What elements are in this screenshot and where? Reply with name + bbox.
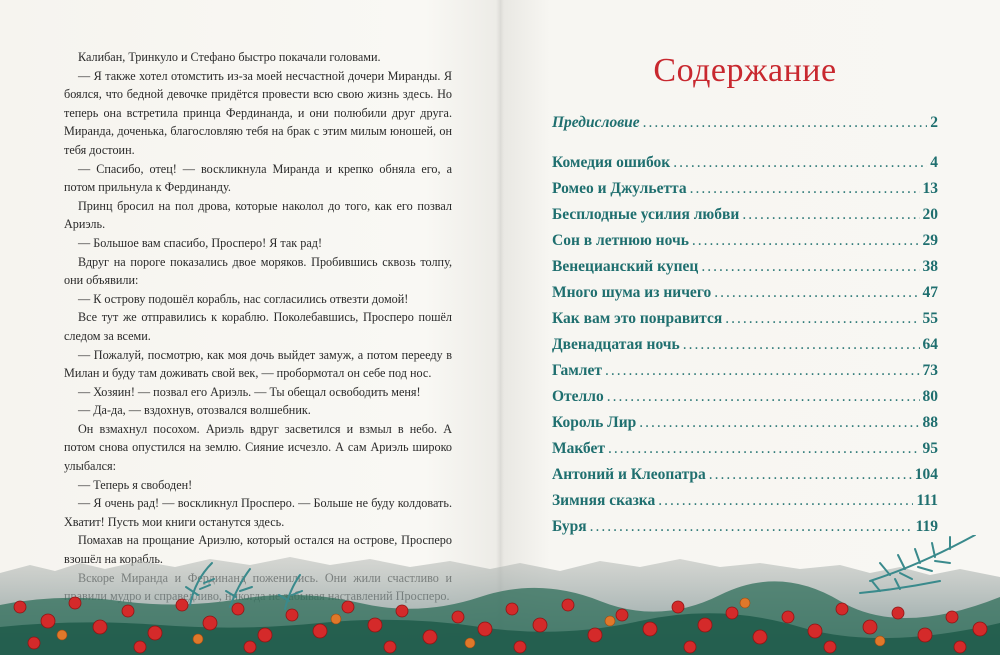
toc-entry-label: Антоний и Клеопатра [552, 466, 706, 483]
toc-entry-preface[interactable] [552, 114, 938, 140]
toc-entry-page: 20 [922, 206, 938, 223]
toc-entry-page: 4 [930, 154, 938, 171]
toc-leader-dots [639, 414, 919, 432]
toc-entry-label: Сон в летнюю ночь [552, 232, 689, 249]
toc-entry[interactable] [552, 310, 938, 336]
rose-garden-illustration [0, 535, 1000, 655]
toc-entry-label: Венецианский купец [552, 258, 699, 275]
toc-entry[interactable] [552, 154, 938, 180]
toc-entry-label: Двенадцатая ночь [552, 336, 680, 353]
toc-entry[interactable] [552, 232, 938, 258]
story-paragraph: Вдруг на пороге показались двое моряков. Пробившись сквозь толпу, они объявили: [64, 254, 452, 288]
story-paragraph: Калибан, Тринкуло и Стефано быстро покачали головами. [78, 50, 381, 64]
toc-entry-label: Комедия ошибок [552, 154, 671, 171]
toc-entry[interactable] [552, 284, 938, 310]
toc-leader-dots [690, 180, 920, 198]
toc-entry-label: Зимняя сказка [552, 492, 656, 509]
toc-entry-page: 55 [922, 310, 938, 327]
toc-entry-page: 119 [915, 518, 938, 535]
toc-entry-page: 88 [922, 414, 938, 431]
toc-leader-dots [608, 440, 920, 458]
toc-entry-page: 29 [922, 232, 938, 249]
story-paragraph: — Большое вам спасибо, Просперо! Я так рад! [78, 235, 323, 250]
story-paragraph: — К острову подошёл корабль, нас согласились отвезти домой! [78, 291, 409, 306]
story-paragraph: Помахав на прощание Ариэлю, который остался на острове, Просперо взошёл на корабль. [64, 533, 452, 567]
story-paragraph: — Пожалуй, посмотрю, как моя дочь выйдет замуж, а потом перееду в Милан и буду там доживать свой век, — пробормотал он себе под нос. [64, 347, 452, 381]
story-paragraph: — Я очень рад! — воскликнул Просперо. — Больше не буду колдовать. Хватит! Пусть мои книги останутся здесь. [64, 496, 452, 529]
toc-leader-dots [605, 362, 920, 380]
toc-entry[interactable] [552, 466, 938, 492]
toc-leader-dots [683, 336, 920, 354]
story-paragraph: — Спасибо, отец! — воскликнула Миранда и крепко обняла его, а потом прильнула к Фердинанду. [64, 161, 452, 195]
toc-entry-label: Макбет [552, 440, 605, 457]
toc-title: Содержание [653, 52, 837, 89]
toc-entry[interactable] [552, 258, 938, 284]
toc-leader-dots [701, 258, 919, 276]
toc-entry-label: Буря [552, 518, 587, 535]
story-paragraph: Он взмахнул посохом. Ариэль вдруг засветился и взмыл в небо. А потом снова опустился на землю. Сияние исчезло. А сам Ариэль широко улыбался: [64, 421, 452, 474]
toc-entry[interactable] [552, 336, 938, 362]
toc-entry[interactable] [552, 362, 938, 388]
toc-entry-label: Предисловие [552, 114, 640, 131]
toc-entry-page: 111 [916, 492, 938, 509]
toc-entry-label: Ромео и Джульетта [552, 180, 687, 197]
toc-entry-label: Гамлет [552, 362, 602, 379]
toc-leader-dots [590, 518, 913, 536]
toc-entry-page: 80 [922, 388, 938, 405]
toc-leader-dots [692, 232, 920, 250]
story-paragraph: Все тут же отправились к кораблю. Поколебавшись, Просперо пошёл следом за всеми. [64, 310, 452, 343]
toc-entry-page: 13 [922, 180, 938, 197]
toc-leader-dots [725, 310, 919, 328]
toc-entry-label: Отелло [552, 388, 604, 405]
toc-leader-dots [742, 206, 919, 224]
toc-leader-dots [714, 284, 919, 302]
toc-entry[interactable] [552, 206, 938, 232]
toc-entry-page: 47 [922, 284, 938, 301]
story-paragraph: — Хозяин! — позвал его Ариэль. — Ты обещал освободить меня! [78, 384, 421, 399]
story-paragraph: — Я также хотел отомстить из-за моей несчастной дочери Миранды. Я боялся, что бедной девочке придётся провести всю свою жизнь здесь. Но теперь она встретила принца Фердинанда, и они полюбили друг друга. Миранда, доченька, благословляю тебя на брак с этим милым юношей, он тебя достоин. [64, 68, 452, 157]
toc-entry-page: 2 [930, 114, 938, 131]
toc-entry-label: Много шума из ничего [552, 284, 712, 301]
toc-leader-dots [709, 466, 912, 484]
toc-entry-label: Король Лир [552, 414, 637, 431]
toc-entry[interactable] [552, 492, 938, 518]
toc-entry[interactable] [552, 388, 938, 414]
toc-leader-dots [643, 114, 928, 132]
story-paragraph: — Теперь я свободен! [78, 477, 193, 492]
toc-leader-dots [673, 154, 927, 172]
toc-leader-dots [607, 388, 920, 406]
toc-entry[interactable] [552, 414, 938, 440]
story-paragraph: Принц бросил на пол дрова, которые наколол до того, как его позвал Ариэль. [64, 198, 452, 232]
toc-entry-page: 38 [922, 258, 938, 275]
toc-entry[interactable] [552, 180, 938, 206]
toc-entry-page: 104 [914, 466, 938, 483]
toc-entry[interactable] [552, 440, 938, 466]
toc-entry-page: 73 [922, 362, 938, 379]
toc-entry-label: Бесплодные усилия любви [552, 206, 740, 223]
story-paragraph: — Да-да, — вздохнув, отозвался волшебник. [78, 403, 311, 418]
toc-entry-page: 64 [922, 336, 938, 353]
toc-entry-page: 95 [922, 440, 938, 457]
toc-entry-label: Как вам это понравится [552, 310, 723, 327]
toc-leader-dots [658, 492, 913, 510]
story-text [64, 48, 452, 606]
